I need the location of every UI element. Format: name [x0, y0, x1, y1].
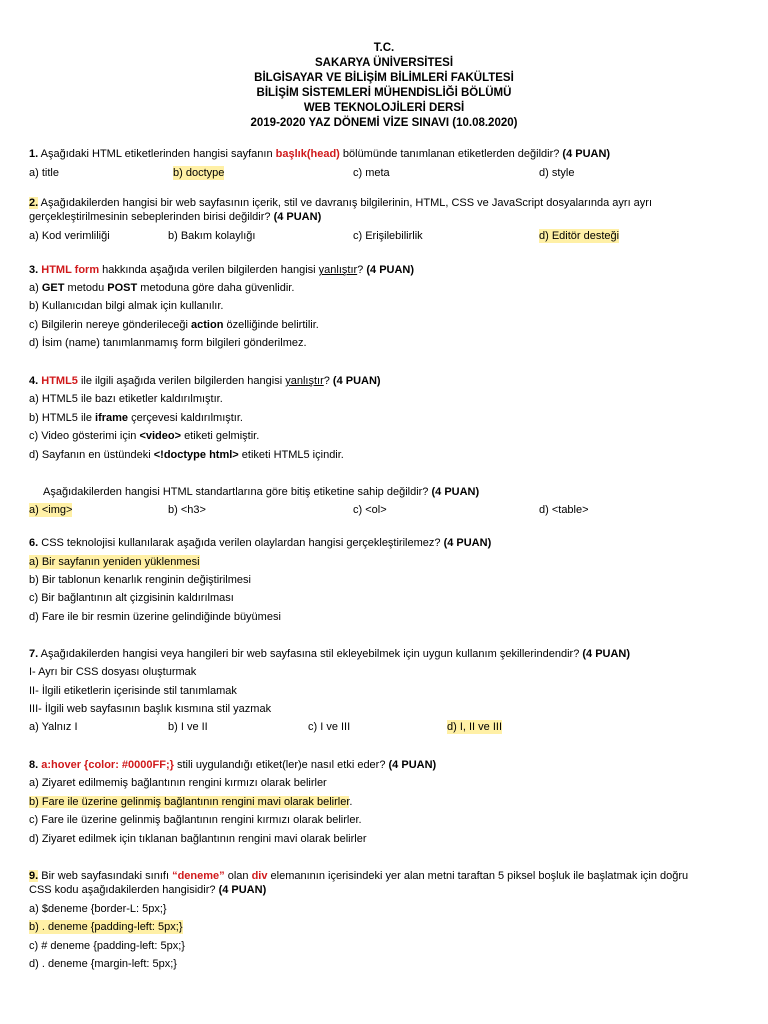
q9-option-a[interactable]: a) $deneme {border-L: 5px;}	[29, 903, 167, 915]
q2-option-d[interactable]: d) Editör desteği	[539, 230, 620, 242]
q3-option-b[interactable]: b) Kullanıcıdan bilgi almak için kullanılır.	[29, 300, 224, 312]
q4-option-c[interactable]: c) Video gösterimi için <video> etiketi gelmiştir.	[29, 430, 260, 442]
question-3: 3. HTML form hakkında aşağıda verilen bilgilerden hangisi yanlıştır? (4 PUAN)	[29, 264, 415, 276]
q5-option-a[interactable]: a) <img>	[29, 504, 73, 516]
q7-item-3: III- İlgili web sayfasının başlık kısmına stil yazmak	[29, 703, 272, 715]
q7-option-b[interactable]: b) I ve II	[168, 721, 208, 733]
q2-option-b[interactable]: b) Bakım kolaylığı	[168, 230, 256, 242]
question-4: 4. HTML5 ile ilgili aşağıda verilen bilgilerden hangisi yanlıştır? (4 PUAN)	[29, 375, 381, 387]
q8-option-c[interactable]: c) Fare ile üzerine gelinmiş bağlantının rengini kırmızı olarak belirler.	[29, 814, 362, 826]
q7-item-2: II- İlgili etiketlerin içerisinde stil tanımlamak	[29, 685, 237, 697]
q5-option-d[interactable]: d) <table>	[539, 504, 589, 516]
question-9: 9. Bir web sayfasındaki sınıfı “deneme” olan div elemanının içerisindeki yer alan metni taraftan 5 piksel boşluk ile başlatmak için doğru	[29, 870, 689, 882]
header-department: BİLİŞİM SİSTEMLERİ MÜHENDİSLİĞİ BÖLÜMÜ	[256, 87, 512, 99]
q9-option-b[interactable]: b) . deneme {padding-left: 5px;}	[29, 921, 183, 933]
question-8: 8. a:hover {color: #0000FF;} stili uygulandığı etiket(ler)e nasıl etki eder? (4 PUAN)	[29, 759, 437, 771]
q4-option-d[interactable]: d) Sayfanın en üstündeki <!doctype html> etiketi HTML5 içindir.	[29, 449, 344, 461]
q2-option-a[interactable]: a) Kod verimliliği	[29, 230, 110, 242]
header-course: WEB TEKNOLOJİLERİ DERSİ	[303, 102, 465, 114]
question-1: 1. Aşağıdaki HTML etiketlerinden hangisi sayfanın başlık(head) bölümünde tanımlanan etiketlerden değildir? (4 PUAN)	[29, 148, 611, 160]
q2-option-c[interactable]: c) Erişilebilirlik	[353, 230, 423, 242]
q8-option-d[interactable]: d) Ziyaret edilmek için tıklanan bağlantının rengini mavi olarak belirler	[29, 833, 367, 845]
q8-option-a[interactable]: a) Ziyaret edilmemiş bağlantının rengini kırmızı olarak belirler	[29, 777, 327, 789]
question-2: 2. Aşağıdakilerden hangisi bir web sayfasının içerik, stil ve davranış bilgilerinin, HTML, CSS ve JavaScript dosyalarında ayrı ayrı	[29, 197, 653, 209]
q5-option-c[interactable]: c) <ol>	[353, 504, 387, 516]
question-2-line-2: gerçekleştirilmesinin sebeplerinden birisi değildir? (4 PUAN)	[29, 211, 322, 223]
q9-option-c[interactable]: c) # deneme {padding-left: 5px;}	[29, 940, 185, 952]
q8-option-b[interactable]: b) Fare ile üzerine gelinmiş bağlantının rengini mavi olarak belirler.	[29, 796, 353, 808]
q7-item-1: I- Ayrı bir CSS dosyası oluşturmak	[29, 666, 197, 678]
q3-option-d[interactable]: d) İsim (name) tanımlanmamış form bilgileri gönderilmez.	[29, 337, 307, 349]
q1-option-a[interactable]: a) title	[29, 167, 59, 179]
q6-option-c[interactable]: c) Bir bağlantının alt çizgisinin kaldırılması	[29, 592, 234, 604]
q1-option-d[interactable]: d) style	[539, 167, 575, 179]
question-9-line-2: CSS kodu aşağıdakilerden hangisidir? (4 PUAN)	[29, 884, 267, 896]
q4-option-b[interactable]: b) HTML5 ile iframe çerçevesi kaldırılmıştır.	[29, 412, 243, 424]
q1-option-c[interactable]: c) meta	[353, 167, 390, 179]
q4-option-a[interactable]: a) HTML5 ile bazı etiketler kaldırılmıştır.	[29, 393, 223, 405]
header-faculty: BİLGİSAYAR VE BİLİŞİM BİLİMLERİ FAKÜLTESİ	[254, 72, 514, 84]
question-7: 7. Aşağıdakilerden hangisi veya hangileri bir web sayfasına stil ekleyebilmek için uygun kullanım şekillerindendir? (4 PUAN)	[29, 648, 631, 660]
q6-option-b[interactable]: b) Bir tablonun kenarlık renginin değiştirilmesi	[29, 574, 251, 586]
q7-option-a[interactable]: a) Yalnız I	[29, 721, 78, 733]
question-5: Aşağıdakilerden hangisi HTML standartlarına göre bitiş etiketine sahip değildir? (4 PUAN)	[43, 486, 480, 498]
q9-option-d[interactable]: d) . deneme {margin-left: 5px;}	[29, 958, 177, 970]
q6-option-d[interactable]: d) Fare ile bir resmin üzerine gelindiğinde büyümesi	[29, 611, 281, 623]
q3-option-c[interactable]: c) Bilgilerin nereye gönderileceği action özelliğinde belirtilir.	[29, 319, 319, 331]
q7-option-c[interactable]: c) I ve III	[308, 721, 351, 733]
q6-option-a[interactable]: a) Bir sayfanın yeniden yüklenmesi	[29, 556, 200, 568]
q3-option-a[interactable]: a) GET metodu POST metoduna göre daha güvenlidir.	[29, 282, 295, 294]
q1-option-b[interactable]: b) doctype	[173, 167, 225, 179]
exam-header	[0, 41, 768, 131]
q7-option-d[interactable]: d) I, II ve III	[447, 721, 503, 733]
header-university: SAKARYA ÜNİVERSİTESİ	[314, 57, 454, 69]
header-exam-title: 2019-2020 YAZ DÖNEMİ VİZE SINAVI (10.08.2020)	[250, 117, 518, 129]
header-line: T.C.	[373, 42, 395, 54]
q5-option-b[interactable]: b) <h3>	[168, 504, 206, 516]
question-6: 6. CSS teknolojisi kullanılarak aşağıda verilen olaylardan hangisi gerçekleştirilemez? (4 PUAN)	[29, 537, 492, 549]
